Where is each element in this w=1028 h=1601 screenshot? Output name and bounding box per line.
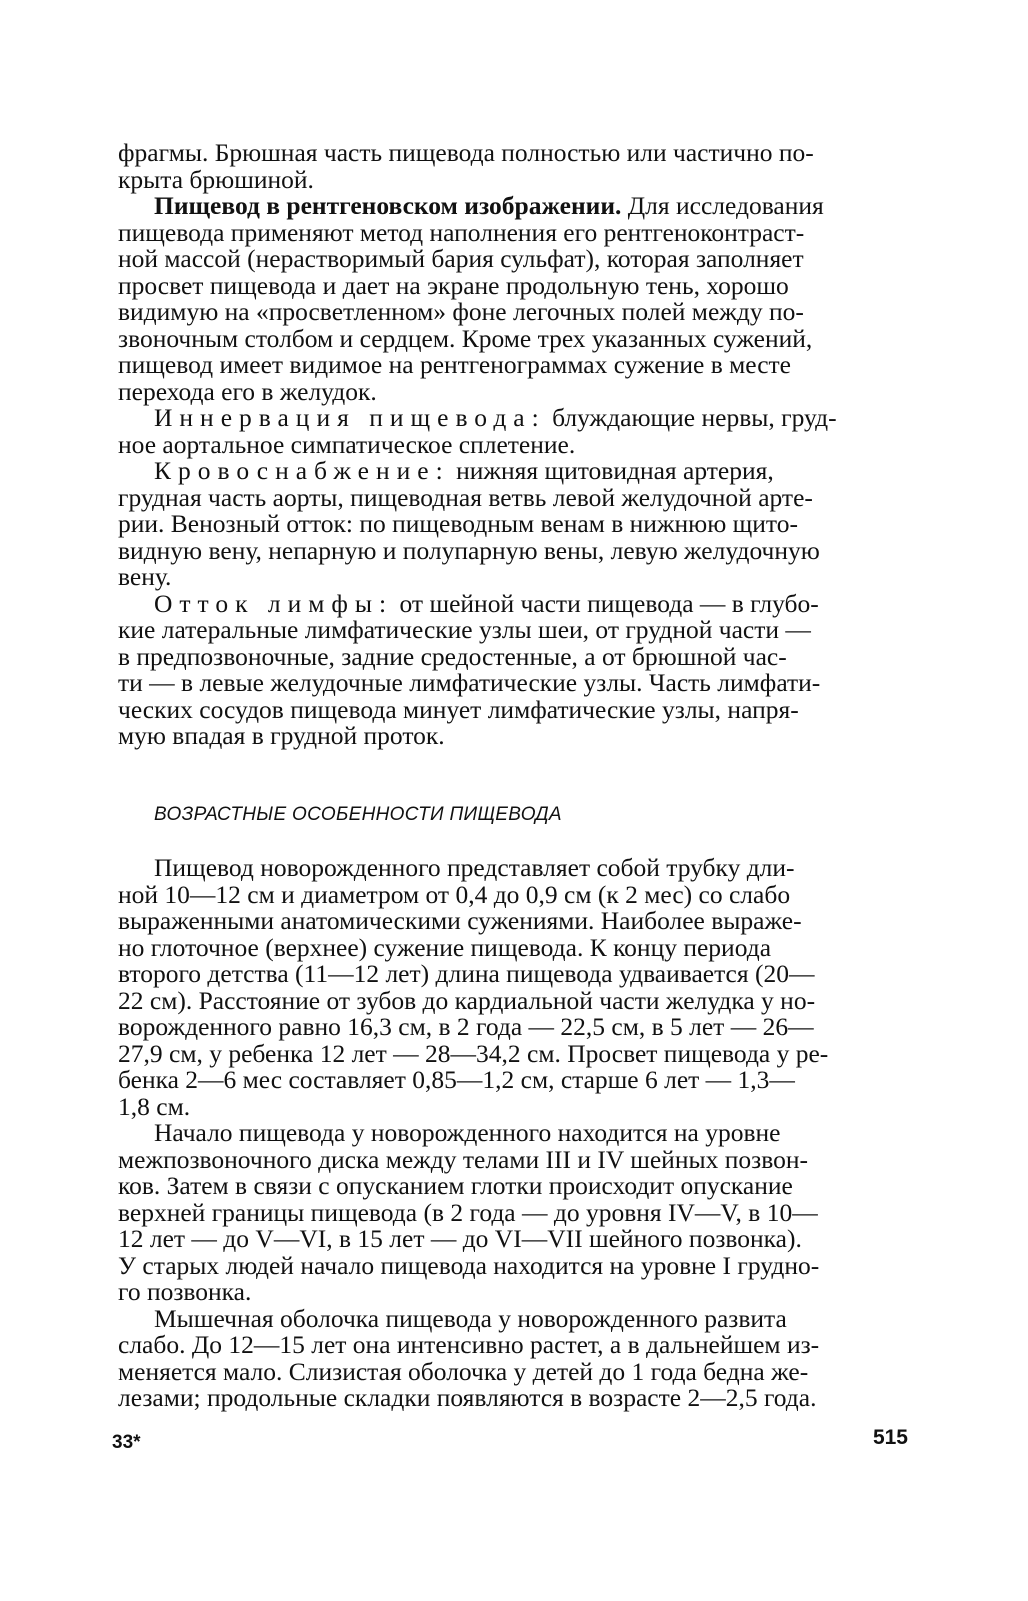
paragraph-innervation [118, 405, 908, 458]
signature-mark: 33* [112, 1432, 141, 1453]
text-line: кие латеральные лимфатические узлы шеи, от грудной части — [118, 615, 811, 644]
text-line: в предпозвоночные, задние средостенные, а от брюшной час- [118, 641, 787, 671]
text-line: слабо. До 12—15 лет она интенсивно растет, а в дальнейшем из- [118, 1330, 820, 1359]
text-line: Мышечная оболочка пищевода у новорожденного развита [154, 1303, 787, 1333]
paragraph-xray [118, 193, 908, 405]
text-line: го позвонка. [118, 1277, 252, 1306]
text-line: нижняя щитовидная артерия, [449, 456, 774, 485]
text-line: от шейной части пищевода — в глубо- [393, 588, 819, 618]
section-heading: ВОЗРАСТНЫЕ ОСОБЕННОСТИ ПИЩЕВОДА [154, 804, 562, 825]
page-number: 515 [872, 1426, 908, 1449]
paragraph-lead: Отток лимфы: [154, 588, 394, 618]
text-line: вену. [118, 562, 172, 591]
text-line: 27,9 см, у ребенка 12 лет — 28—34,2 см. Просвет пищевода у ре- [118, 1038, 829, 1068]
text-line: видимую на «просветленном» фоне легочных полей между по- [118, 297, 804, 326]
text-line: мую впадая в грудной проток. [118, 721, 445, 750]
text-line: звоночным столбом и сердцем. Кроме трех указанных сужений, [118, 323, 813, 353]
paragraph-lymph-outflow [118, 588, 908, 750]
bottom-text-block [118, 855, 908, 1412]
text-line: 22 см). Расстояние от зубов до кардиальной части желудка у но- [118, 985, 816, 1015]
paragraph-lead: Иннервация пищевода: [154, 403, 546, 432]
paragraph-muscular-layer [118, 1303, 908, 1412]
text-line: второго детства (11—12 лет) длина пищевода удваивается (20— [118, 959, 815, 988]
paragraph-esophagus-start [118, 1120, 908, 1306]
text-line: ное аортальное симпатическое сплетение. [118, 429, 576, 459]
text-line: межпозвоночного диска между телами III и IV шейных позвон- [118, 1144, 808, 1174]
text-line: пищевод имеет видимое на рентгенограммах сужение в месте [118, 350, 791, 379]
text-line: фрагмы. Брюшная часть пищевода полностью или частично по- [118, 138, 814, 167]
text-line: перехода его в желудок. [118, 376, 377, 406]
text-line: ворожденного равно 16,3 см, в 2 года — 22,5 см, в 5 лет — 26— [118, 1012, 814, 1041]
text-line: У старых людей начало пищевода находится на уровне I грудно- [118, 1250, 820, 1280]
text-line: ческих сосудов пищевода минует лимфатические узлы, напря- [118, 694, 799, 724]
text-line: пищевода применяют метод наполнения его рентгеноконтраст- [118, 217, 805, 247]
text-line: грудная часть аорты, пищеводная ветвь левой желудочной арте- [118, 482, 813, 512]
paragraph-diaphragm-end [118, 140, 908, 193]
text-line: ков. Затем в связи с опусканием глотки происходит опускание [118, 1171, 793, 1200]
paragraph-lead: Кровоснабжение: [154, 456, 450, 485]
text-line: видную вену, непарную и полупарную вены, левую желудочную [118, 535, 820, 565]
text-line: 1,8 см. [118, 1091, 191, 1121]
paragraph-blood-supply [118, 458, 908, 591]
text-line: Пищевод новорожденного представляет собой трубку дли- [154, 853, 795, 882]
text-line: ной 10—12 см и диаметром от 0,4 до 0,9 см (к 2 мес) со слабо [118, 879, 791, 909]
text-line: Начало пищевода у новорожденного находится на уровне [154, 1118, 781, 1147]
text-line: 12 лет — до V—VI, в 15 лет — до VI—VII шейного позвонка). [118, 1224, 802, 1253]
text-line: но глоточное (верхнее) сужение пищевода. К концу периода [118, 932, 772, 962]
text-line: выраженными анатомическими сужениями. Наиболее выраже- [118, 906, 802, 935]
text-line: бенка 2—6 мес составляет 0,85—1,2 см, старше 6 лет — 1,3— [118, 1065, 795, 1094]
text-line: меняется мало. Слизистая оболочка у детей до 1 года бедна же- [118, 1356, 809, 1386]
text-line: Для исследования [621, 191, 824, 220]
text-line: крыта брюшиной. [118, 164, 314, 194]
text-line: ти — в левые желудочные лимфатические узлы. Часть лимфати- [118, 668, 821, 697]
text-line: блуждающие нервы, груд- [545, 403, 837, 432]
text-line: рии. Венозный отток: по пищеводным венам в нижнюю щито- [118, 509, 798, 538]
text-line: просвет пищевода и дает на экране продольную тень, хорошо [118, 270, 789, 300]
paragraph-newborn-esophagus [118, 855, 908, 1120]
text-line: верхней границы пищевода (в 2 года — до уровня IV—V, в 10— [118, 1197, 818, 1227]
text-line: ной массой (нерастворимый бария сульфат), которая заполняет [118, 244, 804, 273]
text-line: лезами; продольные складки появляются в возрасте 2—2,5 года. [118, 1383, 817, 1412]
paragraph-lead: Пищевод в рентгеновском изображении. [154, 191, 622, 220]
top-text-block [118, 140, 908, 750]
